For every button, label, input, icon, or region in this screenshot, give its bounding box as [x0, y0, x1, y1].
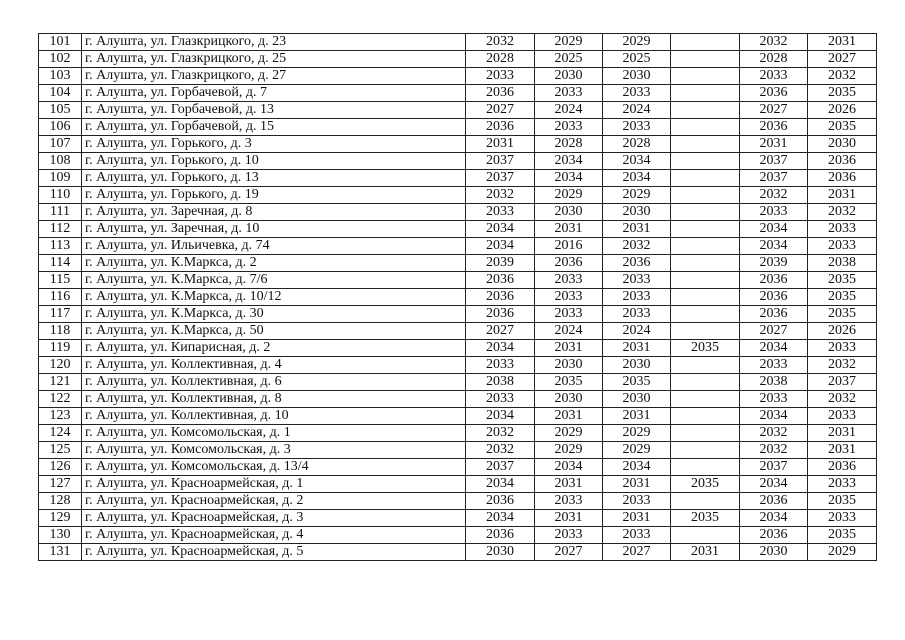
year-cell-2: 2034: [535, 153, 603, 170]
year-cell-2: 2030: [535, 357, 603, 374]
year-cell-6: 2033: [808, 340, 877, 357]
year-cell-2: 2029: [535, 187, 603, 204]
year-cell-2: 2034: [535, 170, 603, 187]
year-cell-2: 2031: [535, 476, 603, 493]
year-cell-5: 2033: [740, 357, 808, 374]
year-cell-2: 2028: [535, 136, 603, 153]
year-cell-2: 2016: [535, 238, 603, 255]
table-row: [39, 204, 877, 221]
year-cell-4: [671, 119, 740, 136]
year-cell-3: 2033: [603, 527, 671, 544]
row-number-cell: 124: [39, 425, 82, 442]
year-cell-6: 2035: [808, 85, 877, 102]
year-cell-6: 2035: [808, 119, 877, 136]
address-cell: г. Алушта, ул. Красноармейская, д. 4: [82, 527, 466, 544]
table-row: [39, 34, 877, 51]
table-row: [39, 459, 877, 476]
year-cell-2: 2024: [535, 102, 603, 119]
year-cell-6: 2026: [808, 323, 877, 340]
year-cell-2: 2033: [535, 306, 603, 323]
year-cell-3: 2030: [603, 204, 671, 221]
year-cell-1: 2034: [466, 510, 535, 527]
row-number-cell: 110: [39, 187, 82, 204]
row-number-cell: 121: [39, 374, 82, 391]
year-cell-6: 2031: [808, 425, 877, 442]
row-number-cell: 108: [39, 153, 82, 170]
row-number-cell: 130: [39, 527, 82, 544]
year-cell-5: 2036: [740, 272, 808, 289]
year-cell-2: 2033: [535, 289, 603, 306]
year-cell-3: 2033: [603, 289, 671, 306]
year-cell-5: 2036: [740, 119, 808, 136]
year-cell-3: 2024: [603, 323, 671, 340]
year-cell-3: 2030: [603, 357, 671, 374]
year-cell-1: 2027: [466, 102, 535, 119]
year-cell-6: 2035: [808, 527, 877, 544]
address-cell: г. Алушта, ул. К.Маркса, д. 50: [82, 323, 466, 340]
year-cell-6: 2031: [808, 34, 877, 51]
year-cell-6: 2033: [808, 476, 877, 493]
row-number-cell: 129: [39, 510, 82, 527]
year-cell-1: 2032: [466, 425, 535, 442]
year-cell-5: 2039: [740, 255, 808, 272]
year-cell-3: 2031: [603, 340, 671, 357]
year-cell-3: 2032: [603, 238, 671, 255]
year-cell-3: 2024: [603, 102, 671, 119]
year-cell-4: [671, 272, 740, 289]
year-cell-5: 2028: [740, 51, 808, 68]
year-cell-3: 2025: [603, 51, 671, 68]
year-cell-2: 2033: [535, 119, 603, 136]
address-cell: г. Алушта, ул. К.Маркса, д. 2: [82, 255, 466, 272]
year-cell-3: 2031: [603, 476, 671, 493]
year-cell-3: 2033: [603, 272, 671, 289]
address-cell: г. Алушта, ул. Красноармейская, д. 3: [82, 510, 466, 527]
year-cell-4: [671, 306, 740, 323]
year-cell-3: 2029: [603, 425, 671, 442]
year-cell-3: 2031: [603, 221, 671, 238]
row-number-cell: 101: [39, 34, 82, 51]
address-cell: г. Алушта, ул. Коллективная, д. 8: [82, 391, 466, 408]
year-cell-1: 2036: [466, 306, 535, 323]
year-cell-4: [671, 408, 740, 425]
year-cell-2: 2031: [535, 221, 603, 238]
year-cell-6: 2036: [808, 153, 877, 170]
table-row: [39, 425, 877, 442]
year-cell-2: 2027: [535, 544, 603, 561]
address-cell: г. Алушта, ул. Комсомольская, д. 1: [82, 425, 466, 442]
year-cell-3: 2031: [603, 408, 671, 425]
table-row: [39, 340, 877, 357]
year-cell-1: 2032: [466, 442, 535, 459]
table-row: [39, 442, 877, 459]
year-cell-4: [671, 153, 740, 170]
year-cell-5: 2034: [740, 221, 808, 238]
table-row: [39, 323, 877, 340]
year-cell-1: 2034: [466, 476, 535, 493]
year-cell-1: 2037: [466, 153, 535, 170]
address-cell: г. Алушта, ул. Коллективная, д. 4: [82, 357, 466, 374]
year-cell-6: 2036: [808, 170, 877, 187]
year-cell-6: 2038: [808, 255, 877, 272]
row-number-cell: 107: [39, 136, 82, 153]
address-cell: г. Алушта, ул. Горького, д. 19: [82, 187, 466, 204]
year-cell-2: 2029: [535, 425, 603, 442]
year-cell-6: 2027: [808, 51, 877, 68]
year-cell-4: 2031: [671, 544, 740, 561]
row-number-cell: 120: [39, 357, 82, 374]
table-row: [39, 187, 877, 204]
table-row: [39, 221, 877, 238]
year-cell-1: 2034: [466, 408, 535, 425]
year-cell-2: 2024: [535, 323, 603, 340]
year-cell-5: 2032: [740, 442, 808, 459]
year-cell-2: 2030: [535, 68, 603, 85]
year-cell-4: [671, 221, 740, 238]
row-number-cell: 116: [39, 289, 82, 306]
row-number-cell: 125: [39, 442, 82, 459]
address-cell: г. Алушта, ул. Заречная, д. 8: [82, 204, 466, 221]
year-cell-5: 2036: [740, 493, 808, 510]
year-cell-5: 2036: [740, 527, 808, 544]
address-cell: г. Алушта, ул. Горького, д. 13: [82, 170, 466, 187]
row-number-cell: 105: [39, 102, 82, 119]
row-number-cell: 131: [39, 544, 82, 561]
year-cell-4: [671, 238, 740, 255]
address-cell: г. Алушта, ул. Горького, д. 10: [82, 153, 466, 170]
year-cell-6: 2035: [808, 289, 877, 306]
year-cell-4: 2035: [671, 510, 740, 527]
address-cell: г. Алушта, ул. Коллективная, д. 10: [82, 408, 466, 425]
year-cell-4: 2035: [671, 476, 740, 493]
year-cell-6: 2035: [808, 306, 877, 323]
year-cell-5: 2030: [740, 544, 808, 561]
year-cell-1: 2027: [466, 323, 535, 340]
year-cell-1: 2039: [466, 255, 535, 272]
year-cell-5: 2031: [740, 136, 808, 153]
table-row: [39, 476, 877, 493]
year-cell-1: 2028: [466, 51, 535, 68]
address-cell: г. Алушта, ул. Красноармейская, д. 2: [82, 493, 466, 510]
year-cell-6: 2031: [808, 442, 877, 459]
year-cell-6: 2037: [808, 374, 877, 391]
row-number-cell: 128: [39, 493, 82, 510]
year-cell-6: 2030: [808, 136, 877, 153]
year-cell-1: 2033: [466, 357, 535, 374]
year-cell-5: 2032: [740, 187, 808, 204]
year-cell-3: 2030: [603, 68, 671, 85]
address-cell: г. Алушта, ул. Заречная, д. 10: [82, 221, 466, 238]
year-cell-6: 2026: [808, 102, 877, 119]
year-cell-1: 2037: [466, 459, 535, 476]
year-cell-2: 2033: [535, 527, 603, 544]
row-number-cell: 123: [39, 408, 82, 425]
year-cell-5: 2037: [740, 170, 808, 187]
year-cell-5: 2036: [740, 289, 808, 306]
year-cell-4: [671, 374, 740, 391]
year-cell-4: [671, 425, 740, 442]
year-cell-5: 2036: [740, 85, 808, 102]
year-cell-5: 2034: [740, 476, 808, 493]
year-cell-5: 2032: [740, 34, 808, 51]
year-cell-5: 2027: [740, 323, 808, 340]
table-row: [39, 510, 877, 527]
year-cell-5: 2037: [740, 459, 808, 476]
table-row: [39, 119, 877, 136]
address-cell: г. Алушта, ул. Горбачевой, д. 13: [82, 102, 466, 119]
year-cell-3: 2033: [603, 85, 671, 102]
table-row: [39, 374, 877, 391]
row-number-cell: 112: [39, 221, 82, 238]
year-cell-1: 2034: [466, 340, 535, 357]
year-cell-6: 2029: [808, 544, 877, 561]
year-cell-4: [671, 102, 740, 119]
row-number-cell: 115: [39, 272, 82, 289]
year-cell-1: 2033: [466, 68, 535, 85]
year-cell-4: [671, 459, 740, 476]
year-cell-1: 2032: [466, 34, 535, 51]
row-number-cell: 126: [39, 459, 82, 476]
address-cell: г. Алушта, ул. Горбачевой, д. 15: [82, 119, 466, 136]
table-row: [39, 357, 877, 374]
housing-repair-schedule-table: [38, 33, 877, 561]
row-number-cell: 109: [39, 170, 82, 187]
address-cell: г. Алушта, ул. Глазкрицкого, д. 27: [82, 68, 466, 85]
year-cell-3: 2033: [603, 493, 671, 510]
year-cell-6: 2033: [808, 238, 877, 255]
year-cell-3: 2033: [603, 306, 671, 323]
year-cell-4: [671, 136, 740, 153]
address-cell: г. Алушта, ул. Красноармейская, д. 5: [82, 544, 466, 561]
year-cell-6: 2033: [808, 510, 877, 527]
table-body: [39, 34, 877, 561]
year-cell-5: 2034: [740, 340, 808, 357]
year-cell-5: 2034: [740, 408, 808, 425]
year-cell-2: 2033: [535, 493, 603, 510]
address-cell: г. Алушта, ул. Ильичевка, д. 74: [82, 238, 466, 255]
address-cell: г. Алушта, ул. Комсомольская, д. 13/4: [82, 459, 466, 476]
table-row: [39, 51, 877, 68]
year-cell-4: [671, 187, 740, 204]
year-cell-6: 2032: [808, 204, 877, 221]
year-cell-2: 2029: [535, 34, 603, 51]
address-cell: г. Алушта, ул. Глазкрицкого, д. 25: [82, 51, 466, 68]
year-cell-4: [671, 527, 740, 544]
year-cell-1: 2036: [466, 119, 535, 136]
address-cell: г. Алушта, ул. Глазкрицкого, д. 23: [82, 34, 466, 51]
row-number-cell: 118: [39, 323, 82, 340]
table-row: [39, 102, 877, 119]
year-cell-1: 2036: [466, 272, 535, 289]
year-cell-1: 2030: [466, 544, 535, 561]
year-cell-6: 2033: [808, 408, 877, 425]
year-cell-1: 2038: [466, 374, 535, 391]
table-row: [39, 493, 877, 510]
row-number-cell: 114: [39, 255, 82, 272]
row-number-cell: 119: [39, 340, 82, 357]
year-cell-4: [671, 289, 740, 306]
row-number-cell: 104: [39, 85, 82, 102]
year-cell-6: 2035: [808, 272, 877, 289]
address-cell: г. Алушта, ул. Комсомольская, д. 3: [82, 442, 466, 459]
year-cell-2: 2030: [535, 391, 603, 408]
year-cell-5: 2034: [740, 238, 808, 255]
table-row: [39, 170, 877, 187]
year-cell-3: 2030: [603, 391, 671, 408]
year-cell-1: 2032: [466, 187, 535, 204]
year-cell-2: 2036: [535, 255, 603, 272]
table-row: [39, 391, 877, 408]
year-cell-6: 2032: [808, 68, 877, 85]
year-cell-2: 2025: [535, 51, 603, 68]
year-cell-4: [671, 34, 740, 51]
year-cell-6: 2033: [808, 221, 877, 238]
table-row: [39, 272, 877, 289]
address-cell: г. Алушта, ул. Горького, д. 3: [82, 136, 466, 153]
year-cell-1: 2036: [466, 493, 535, 510]
address-cell: г. Алушта, ул. К.Маркса, д. 10/12: [82, 289, 466, 306]
year-cell-1: 2036: [466, 289, 535, 306]
row-number-cell: 111: [39, 204, 82, 221]
year-cell-4: [671, 357, 740, 374]
year-cell-6: 2032: [808, 391, 877, 408]
table-row: [39, 544, 877, 561]
year-cell-5: 2033: [740, 391, 808, 408]
row-number-cell: 113: [39, 238, 82, 255]
year-cell-4: [671, 68, 740, 85]
year-cell-2: 2035: [535, 374, 603, 391]
year-cell-4: [671, 323, 740, 340]
year-cell-5: 2034: [740, 510, 808, 527]
year-cell-4: [671, 442, 740, 459]
table-row: [39, 306, 877, 323]
table-row: [39, 153, 877, 170]
table-row: [39, 255, 877, 272]
address-cell: г. Алушта, ул. Горбачевой, д. 7: [82, 85, 466, 102]
year-cell-3: 2034: [603, 459, 671, 476]
year-cell-2: 2030: [535, 204, 603, 221]
year-cell-5: 2036: [740, 306, 808, 323]
table-row: [39, 136, 877, 153]
year-cell-3: 2036: [603, 255, 671, 272]
row-number-cell: 106: [39, 119, 82, 136]
year-cell-1: 2036: [466, 85, 535, 102]
row-number-cell: 103: [39, 68, 82, 85]
year-cell-5: 2032: [740, 425, 808, 442]
year-cell-5: 2027: [740, 102, 808, 119]
year-cell-6: 2032: [808, 357, 877, 374]
year-cell-2: 2029: [535, 442, 603, 459]
year-cell-1: 2033: [466, 204, 535, 221]
year-cell-4: [671, 255, 740, 272]
year-cell-3: 2033: [603, 119, 671, 136]
year-cell-2: 2031: [535, 408, 603, 425]
year-cell-1: 2033: [466, 391, 535, 408]
table-row: [39, 289, 877, 306]
year-cell-2: 2033: [535, 85, 603, 102]
year-cell-6: 2036: [808, 459, 877, 476]
year-cell-4: [671, 51, 740, 68]
year-cell-1: 2037: [466, 170, 535, 187]
year-cell-5: 2033: [740, 204, 808, 221]
table-row: [39, 527, 877, 544]
year-cell-3: 2028: [603, 136, 671, 153]
year-cell-2: 2033: [535, 272, 603, 289]
year-cell-4: [671, 170, 740, 187]
table-row: [39, 85, 877, 102]
year-cell-3: 2031: [603, 510, 671, 527]
year-cell-3: 2029: [603, 187, 671, 204]
year-cell-3: 2029: [603, 442, 671, 459]
address-cell: г. Алушта, ул. Коллективная, д. 6: [82, 374, 466, 391]
year-cell-1: 2034: [466, 238, 535, 255]
year-cell-1: 2036: [466, 527, 535, 544]
address-cell: г. Алушта, ул. К.Маркса, д. 30: [82, 306, 466, 323]
year-cell-4: 2035: [671, 340, 740, 357]
year-cell-3: 2029: [603, 34, 671, 51]
table-row: [39, 68, 877, 85]
address-cell: г. Алушта, ул. К.Маркса, д. 7/6: [82, 272, 466, 289]
row-number-cell: 102: [39, 51, 82, 68]
row-number-cell: 127: [39, 476, 82, 493]
year-cell-5: 2033: [740, 68, 808, 85]
year-cell-4: [671, 85, 740, 102]
address-cell: г. Алушта, ул. Кипарисная, д. 2: [82, 340, 466, 357]
year-cell-3: 2035: [603, 374, 671, 391]
year-cell-4: [671, 391, 740, 408]
year-cell-2: 2031: [535, 340, 603, 357]
year-cell-6: 2031: [808, 187, 877, 204]
year-cell-3: 2034: [603, 153, 671, 170]
address-cell: г. Алушта, ул. Красноармейская, д. 1: [82, 476, 466, 493]
year-cell-3: 2034: [603, 170, 671, 187]
year-cell-4: [671, 493, 740, 510]
row-number-cell: 122: [39, 391, 82, 408]
year-cell-1: 2034: [466, 221, 535, 238]
year-cell-3: 2027: [603, 544, 671, 561]
row-number-cell: 117: [39, 306, 82, 323]
year-cell-6: 2035: [808, 493, 877, 510]
year-cell-2: 2034: [535, 459, 603, 476]
year-cell-4: [671, 204, 740, 221]
table-row: [39, 238, 877, 255]
year-cell-5: 2037: [740, 153, 808, 170]
year-cell-5: 2038: [740, 374, 808, 391]
year-cell-2: 2031: [535, 510, 603, 527]
table-row: [39, 408, 877, 425]
year-cell-1: 2031: [466, 136, 535, 153]
